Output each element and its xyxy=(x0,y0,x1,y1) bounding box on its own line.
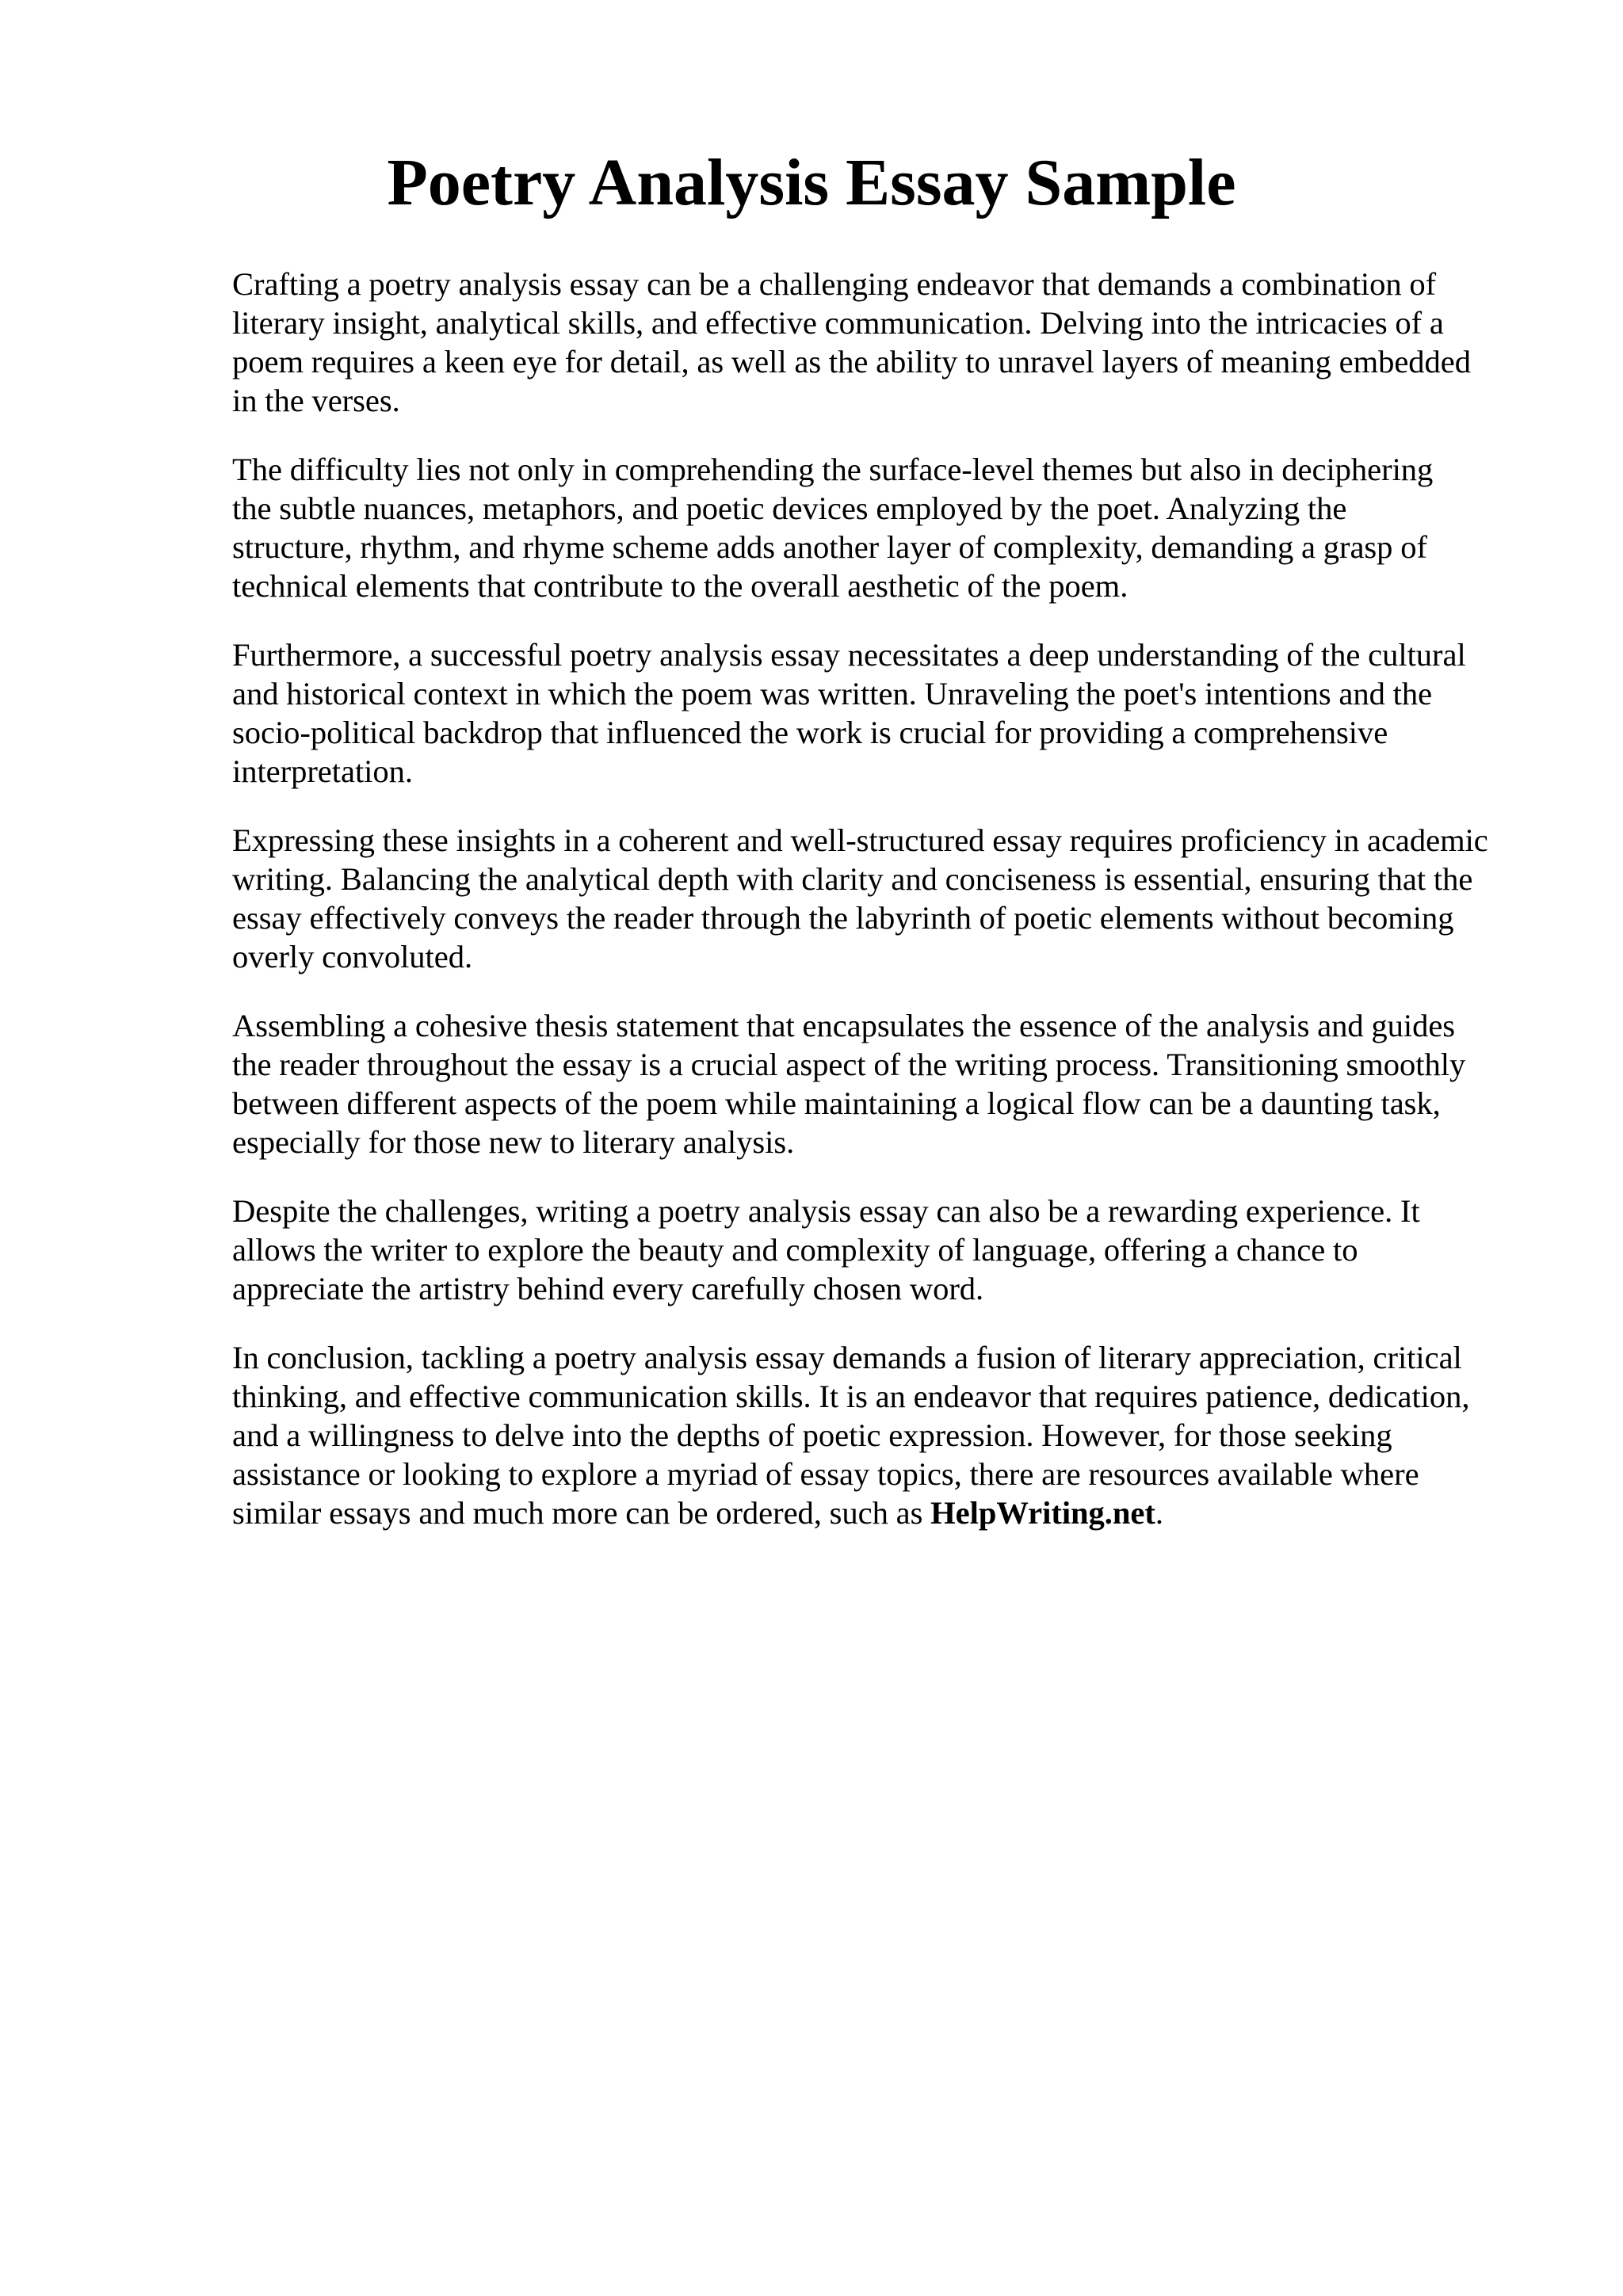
text-line: poem requires a keen eye for detail, as well as the ability to unravel layers of meaning embedded xyxy=(232,344,1471,379)
text-line: Expressing these insights in a coherent and well-structured essay requires proficiency in academic xyxy=(232,822,1488,858)
paragraph-5 xyxy=(232,1006,1532,1161)
text-line: essay effectively conveys the reader through the labyrinth of poetic elements without becoming xyxy=(232,900,1454,936)
document-title: Poetry Analysis Essay Sample xyxy=(387,146,1236,219)
text-line: the reader throughout the essay is a crucial aspect of the writing process. Transitioning smoothly xyxy=(232,1047,1466,1082)
text-line: interpretation. xyxy=(232,753,413,789)
text-line: appreciate the artistry behind every carefully chosen word. xyxy=(232,1271,984,1306)
text-line: the subtle nuances, metaphors, and poetic devices employed by the poet. Analyzing the xyxy=(232,490,1347,526)
text-line: in the verses. xyxy=(232,383,400,418)
text-segment: . xyxy=(1155,1495,1163,1531)
paragraph-4 xyxy=(232,821,1532,976)
paragraph-2 xyxy=(232,450,1532,605)
text-line: between different aspects of the poem while maintaining a logical flow can be a daunting task, xyxy=(232,1085,1441,1121)
text-line: socio-political backdrop that influenced the work is crucial for providing a comprehensive xyxy=(232,715,1388,750)
text-line: assistance or looking to explore a myriad of essay topics, there are resources available where xyxy=(232,1456,1419,1492)
text-line: especially for those new to literary analysis. xyxy=(232,1124,795,1160)
text-line: overly convoluted. xyxy=(232,939,473,974)
paragraph-3 xyxy=(232,635,1532,791)
text-line: In conclusion, tackling a poetry analysis essay demands a fusion of literary appreciation, critical xyxy=(232,1340,1462,1375)
text-line: structure, rhythm, and rhyme scheme adds another layer of complexity, demanding a grasp of xyxy=(232,529,1427,565)
paragraph-7 xyxy=(232,1338,1532,1532)
text-line: The difficulty lies not only in comprehending the surface-level themes but also in deciphering xyxy=(232,452,1434,487)
text-line: literary insight, analytical skills, and effective communication. Delving into the intricacies of a xyxy=(232,305,1444,341)
helpwriting-link[interactable]: HelpWriting.net xyxy=(930,1495,1155,1531)
text-line: allows the writer to explore the beauty and complexity of language, offering a chance to xyxy=(232,1232,1358,1268)
text-line: Crafting a poetry analysis essay can be a challenging endeavor that demands a combination of xyxy=(232,266,1437,302)
text-line: writing. Balancing the analytical depth with clarity and conciseness is essential, ensuring that the xyxy=(232,861,1473,897)
text-line: and historical context in which the poem was written. Unraveling the poet's intentions and the xyxy=(232,676,1433,711)
document-body xyxy=(232,265,1532,1562)
text-line-with-link xyxy=(232,1493,1532,1532)
text-line: Despite the challenges, writing a poetry analysis essay can also be a rewarding experience. It xyxy=(232,1193,1420,1229)
text-line: technical elements that contribute to the overall aesthetic of the poem. xyxy=(232,568,1128,604)
paragraph-6 xyxy=(232,1192,1532,1308)
text-segment: similar essays and much more can be ordered, such as xyxy=(232,1495,931,1531)
text-line: and a willingness to delve into the depths of poetic expression. However, for those seeking xyxy=(232,1417,1392,1453)
text-line: Assembling a cohesive thesis statement that encapsulates the essence of the analysis and guides xyxy=(232,1008,1456,1043)
text-line: Furthermore, a successful poetry analysis essay necessitates a deep understanding of the cultural xyxy=(232,637,1466,673)
paragraph-1 xyxy=(232,265,1532,420)
text-line: thinking, and effective communication skills. It is an endeavor that requires patience, dedication, xyxy=(232,1379,1470,1414)
